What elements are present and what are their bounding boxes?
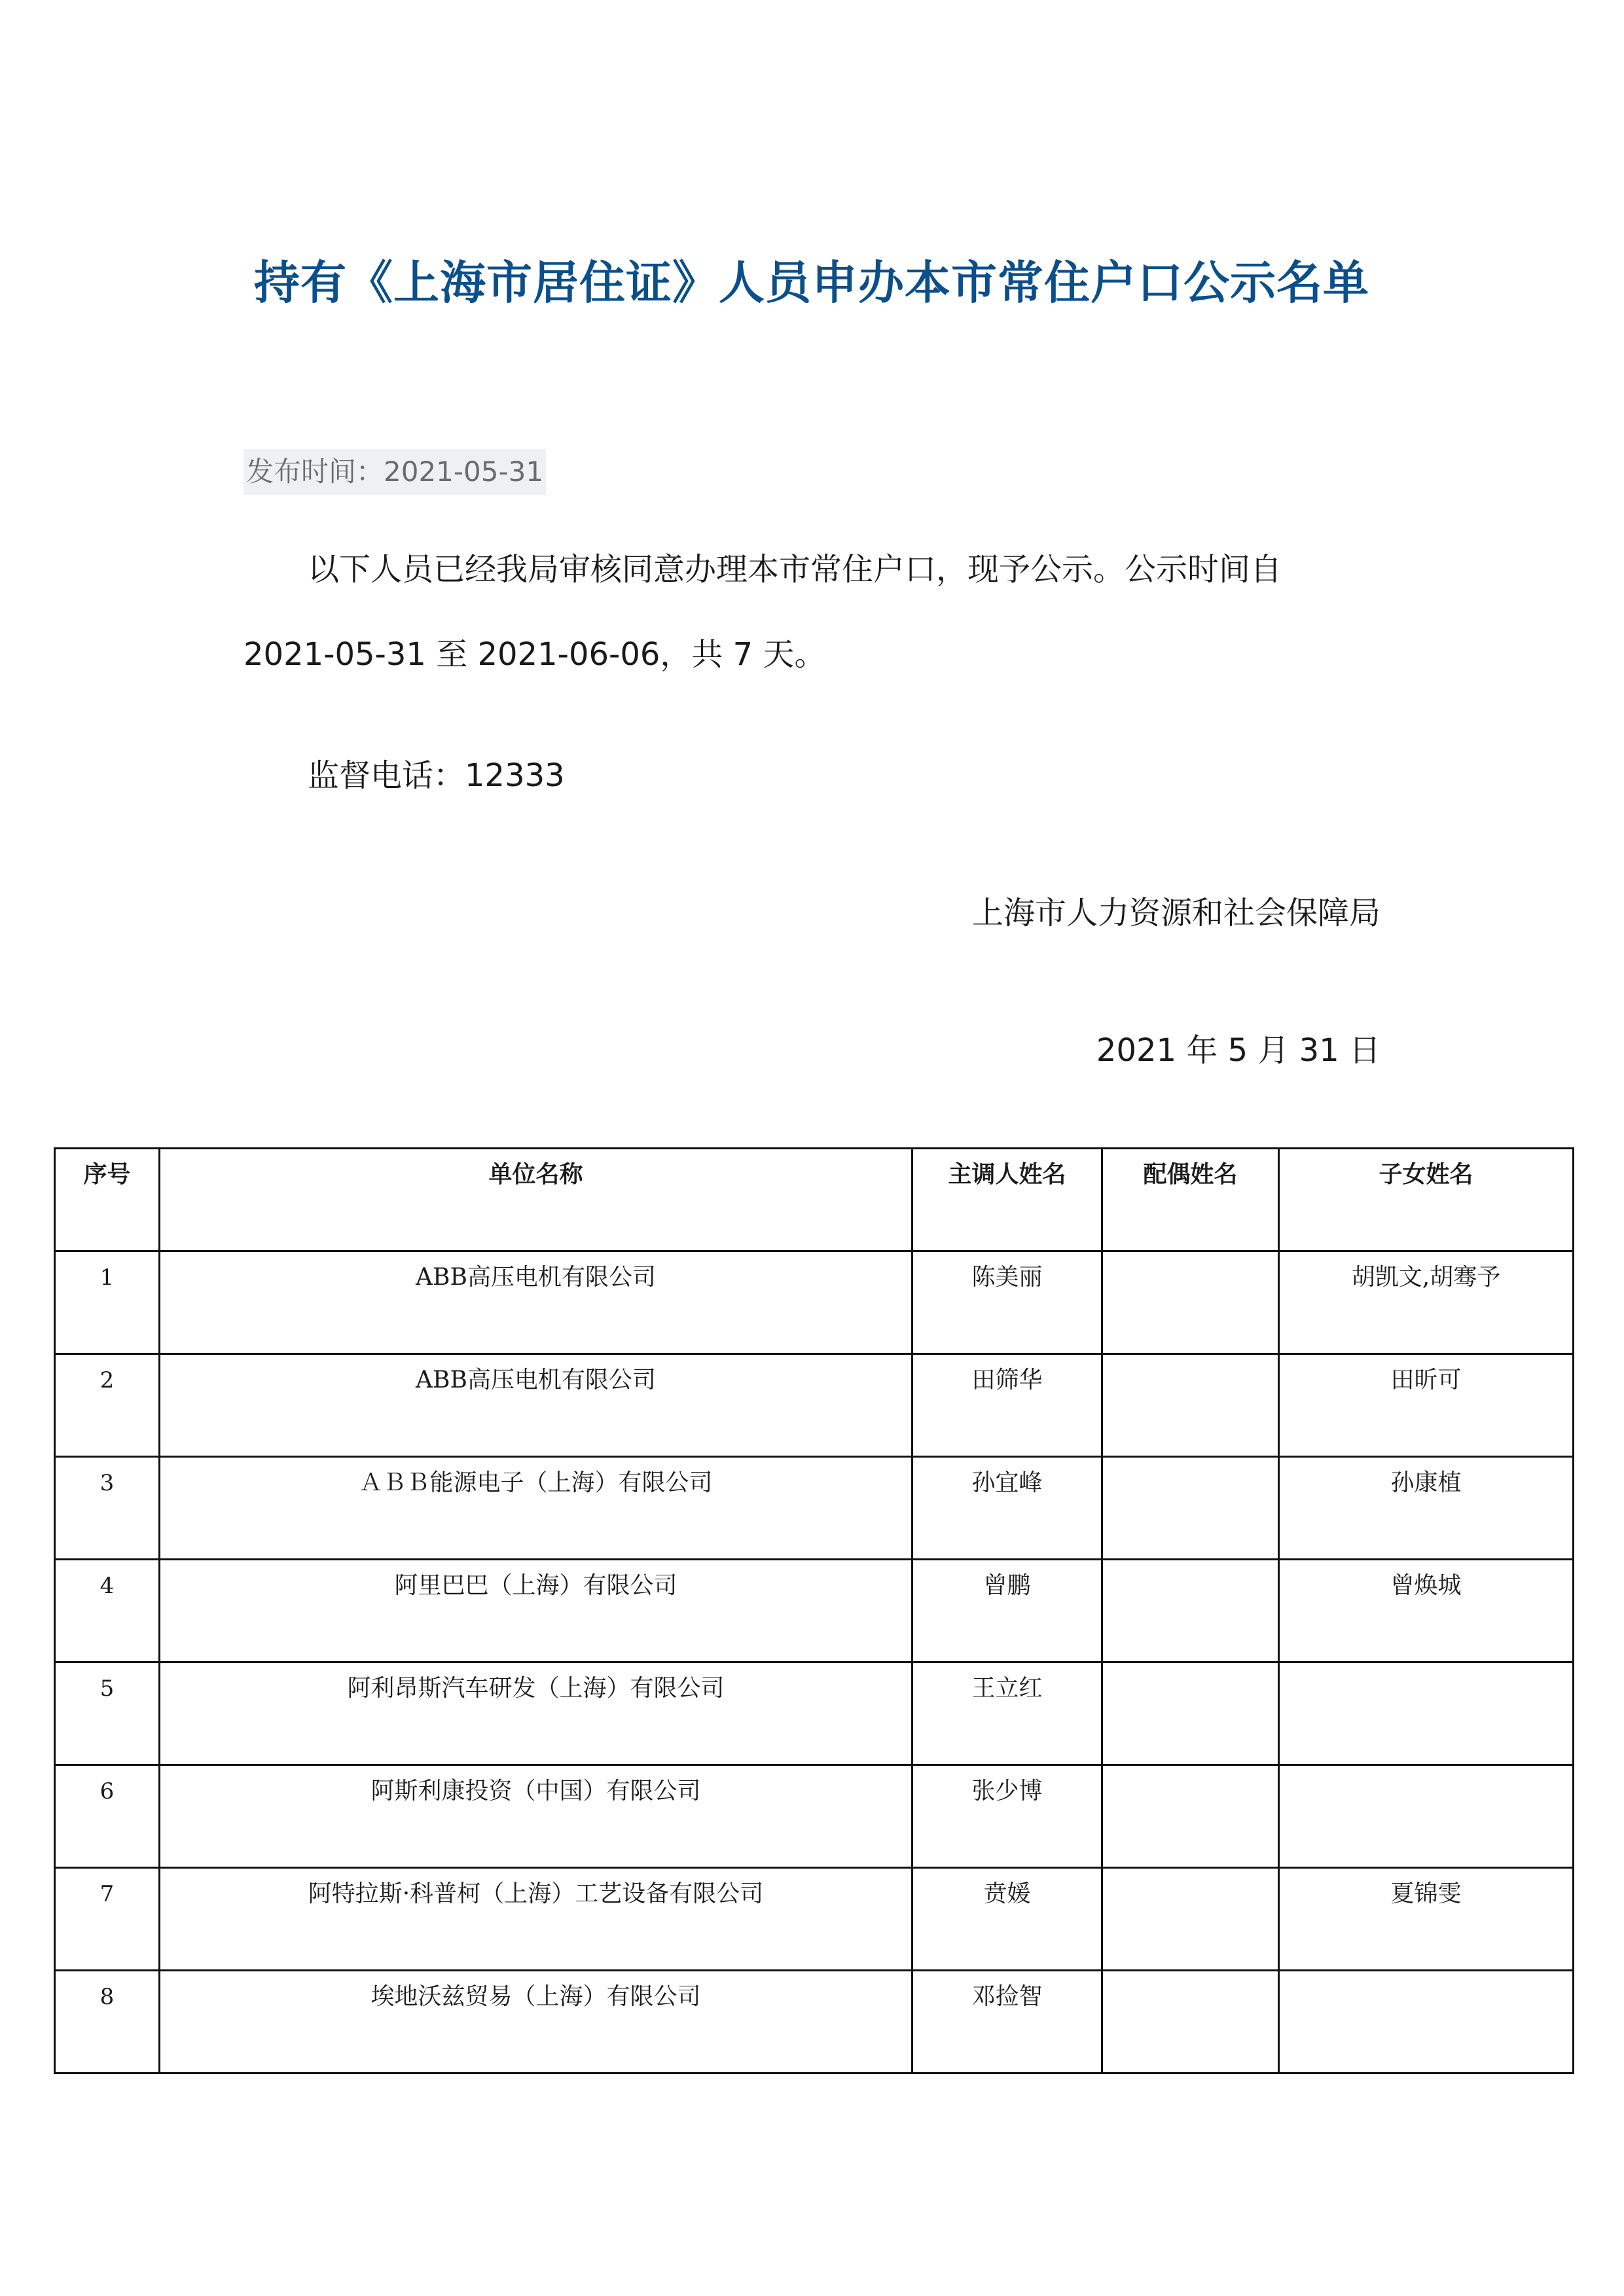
cell-children: 夏锦雯 — [1279, 1868, 1574, 1971]
header-children: 子女姓名 — [1279, 1149, 1574, 1251]
header-index: 序号 — [55, 1149, 160, 1251]
cell-applicant: 邓捡智 — [912, 1971, 1102, 2073]
cell-company: 埃地沃兹贸易（上海）有限公司 — [160, 1971, 912, 2073]
page-title: 持有《上海市居住证》人员申办本市常住户口公示名单 — [254, 256, 1369, 310]
cell-index: 2 — [55, 1354, 160, 1457]
cell-index: 5 — [55, 1662, 160, 1765]
table-row — [55, 1868, 1574, 1971]
applicant-table — [54, 1147, 1574, 2074]
table-row — [55, 1251, 1574, 1354]
cell-applicant: 王立红 — [912, 1662, 1102, 1765]
cell-company: ABB高压电机有限公司 — [160, 1251, 912, 1354]
issuing-organization: 上海市人力资源和社会保障局 — [971, 895, 1380, 931]
cell-children — [1279, 1662, 1574, 1765]
cell-company: ABB高压电机有限公司 — [160, 1354, 912, 1457]
cell-spouse — [1102, 1971, 1279, 2073]
cell-children: 田昕可 — [1279, 1354, 1574, 1457]
table-row — [55, 1457, 1574, 1560]
cell-company: 阿特拉斯·科普柯（上海）工艺设备有限公司 — [160, 1868, 912, 1971]
table-row — [55, 1971, 1574, 2073]
cell-spouse — [1102, 1765, 1279, 1868]
cell-index: 3 — [55, 1457, 160, 1560]
cell-spouse — [1102, 1868, 1279, 1971]
cell-applicant: 孙宜峰 — [912, 1457, 1102, 1560]
cell-company: 阿利昂斯汽车研发（上海）有限公司 — [160, 1662, 912, 1765]
cell-children — [1279, 1971, 1574, 2073]
cell-spouse — [1102, 1251, 1279, 1354]
cell-children — [1279, 1765, 1574, 1868]
table-row — [55, 1765, 1574, 1868]
publish-date: 发布时间：2021-05-31 — [244, 449, 546, 495]
cell-company: 阿斯利康投资（中国）有限公司 — [160, 1765, 912, 1868]
table-row — [55, 1354, 1574, 1457]
supervision-phone: 监督电话：12333 — [308, 757, 565, 794]
header-company: 单位名称 — [160, 1149, 912, 1251]
cell-index: 7 — [55, 1868, 160, 1971]
table-row — [55, 1560, 1574, 1662]
cell-applicant: 陈美丽 — [912, 1251, 1102, 1354]
cell-spouse — [1102, 1457, 1279, 1560]
issue-date: 2021 年 5 月 31 日 — [1096, 1032, 1380, 1069]
cell-company: 阿里巴巴（上海）有限公司 — [160, 1560, 912, 1662]
cell-children: 孙康植 — [1279, 1457, 1574, 1560]
header-applicant: 主调人姓名 — [912, 1149, 1102, 1251]
cell-children: 曾焕城 — [1279, 1560, 1574, 1662]
cell-company: ＡＢＢ能源电子（上海）有限公司 — [160, 1457, 912, 1560]
cell-index: 1 — [55, 1251, 160, 1354]
header-spouse: 配偶姓名 — [1102, 1149, 1279, 1251]
announcement-paragraph: 以下人员已经我局审核同意办理本市常住户口，现予公示。公示时间自 2021-05-31 至 2021-06-06，共 7 天。 — [244, 551, 1282, 673]
table-header-row — [55, 1149, 1574, 1251]
cell-index: 8 — [55, 1971, 160, 2073]
cell-index: 4 — [55, 1560, 160, 1662]
cell-applicant: 田筛华 — [912, 1354, 1102, 1457]
cell-applicant: 曾鹏 — [912, 1560, 1102, 1662]
cell-spouse — [1102, 1662, 1279, 1765]
cell-applicant: 张少博 — [912, 1765, 1102, 1868]
cell-spouse — [1102, 1354, 1279, 1457]
cell-index: 6 — [55, 1765, 160, 1868]
cell-children: 胡凯文,胡骞予 — [1279, 1251, 1574, 1354]
cell-applicant: 贲媛 — [912, 1868, 1102, 1971]
table-row — [55, 1662, 1574, 1765]
cell-spouse — [1102, 1560, 1279, 1662]
